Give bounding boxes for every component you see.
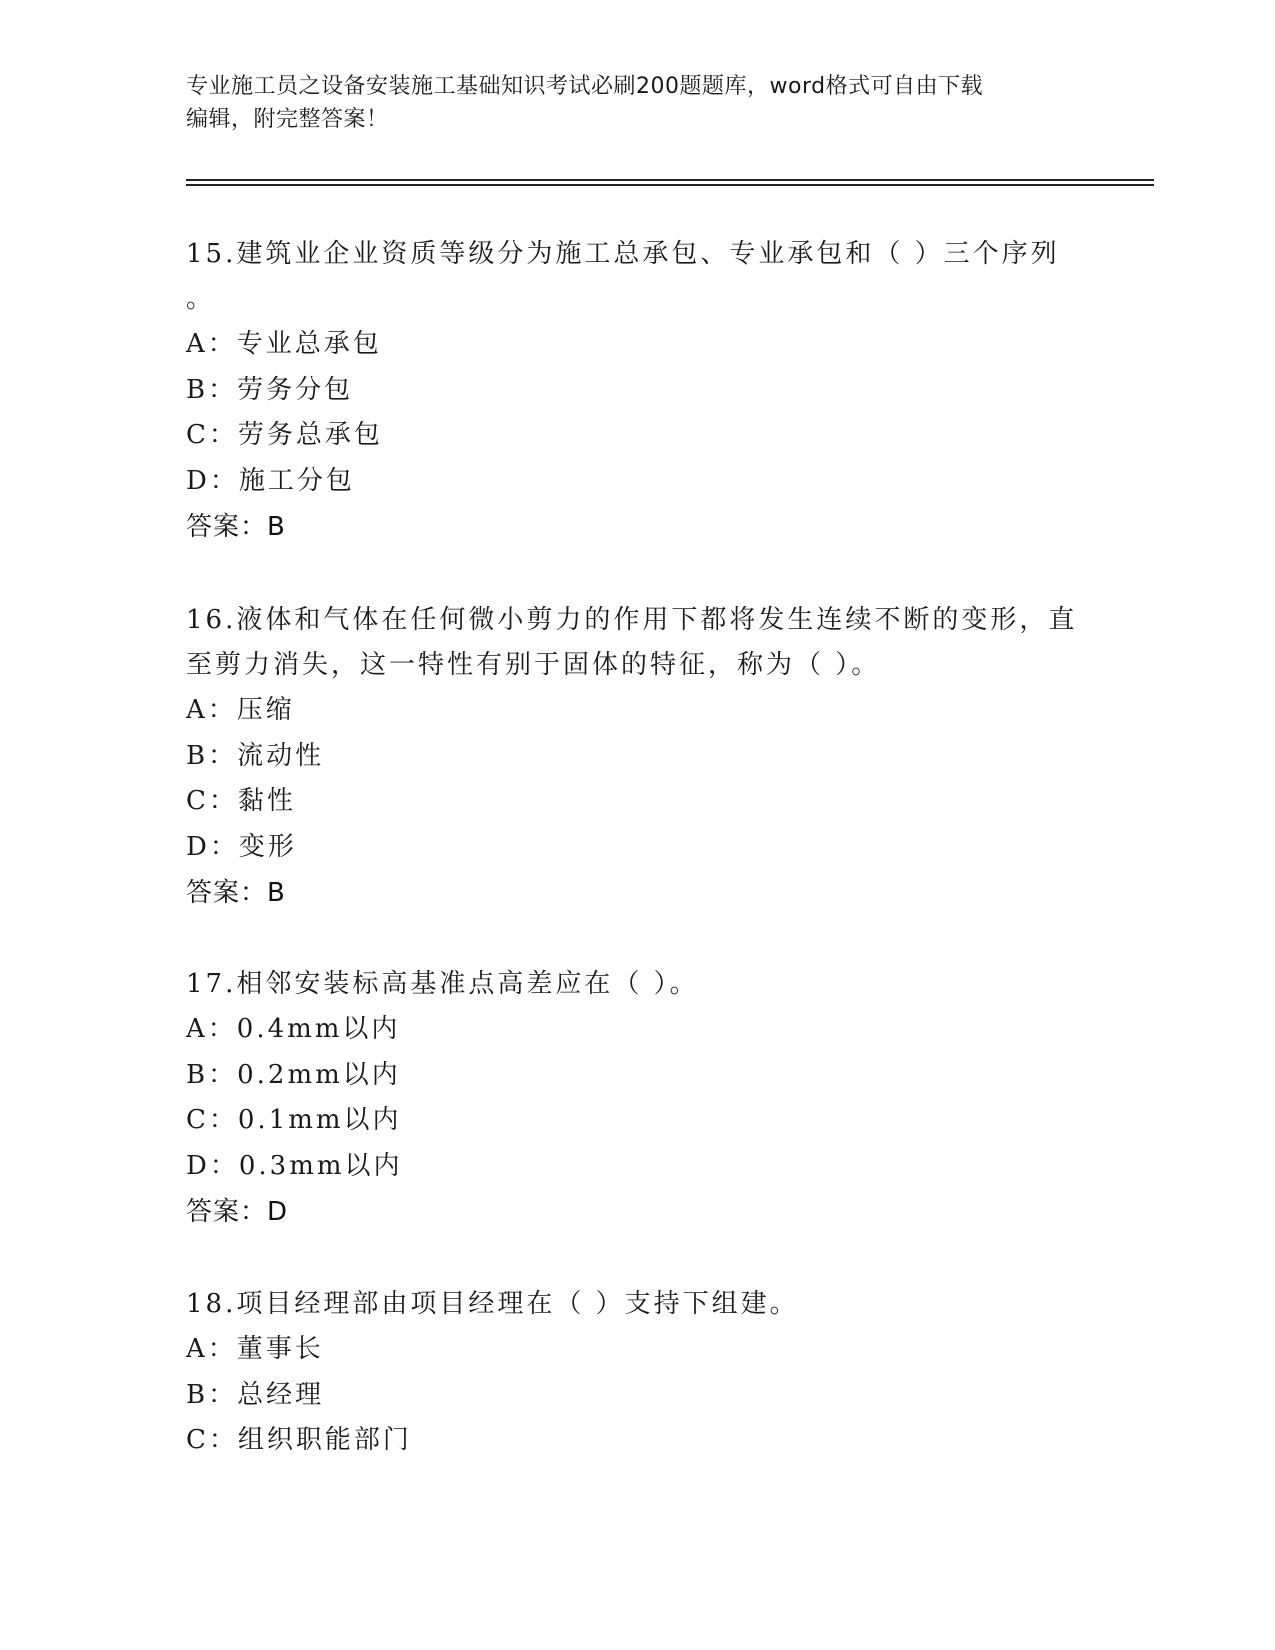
document-header [186,70,1086,136]
question-stem-line-1: 18.项目经理部由项目经理在（ ）支持下组建。 [186,1289,799,1319]
option-b: B：总经理 [186,1379,325,1410]
option-list [186,1007,1086,1189]
option-a: A：董事长 [186,1334,324,1364]
option-list [186,1327,1086,1464]
option-c: C：0.1mm以内 [186,1105,402,1135]
header-rule-bottom [186,184,1154,186]
question-17 [186,962,1086,1235]
option-a: A：0.4mm以内 [186,1014,401,1044]
question-stem-line-2: 至剪力消失，这一特性有别于固体的特征，称为（ ）。 [186,650,881,680]
option-b: B：流动性 [186,740,325,771]
option-list [186,688,1086,870]
option-c: C：黏性 [186,786,296,816]
option-list [186,322,1086,504]
option-a: A：压缩 [186,695,295,725]
option-c: C：劳务总承包 [186,420,383,450]
question-15 [186,232,1086,550]
header-title-line-2: 编辑，附完整答案！ [186,107,389,132]
option-a: A：专业总承包 [186,329,382,359]
answer-line: 答案：B [186,878,286,908]
header-title-line-1: 专业施工员之设备安装施工基础知识考试必刷200题题库，word格式可自由下载 [186,74,984,99]
option-b: B：劳务分包 [186,374,354,405]
answer-line: 答案：B [186,512,286,542]
question-stem-line-2: 。 [186,284,216,314]
header-rule-top [186,179,1154,181]
option-d: D：0.3mm以内 [186,1150,403,1181]
question-16 [186,598,1086,916]
answer-line: 答案：D [186,1197,289,1227]
question-stem-line-1: 16.液体和气体在任何微小剪力的作用下都将发生连续不断的变形，直 [186,605,1078,635]
option-d: D：变形 [186,831,297,862]
question-stem-line-1: 15.建筑业企业资质等级分为施工总承包、专业承包和（ ）三个序列 [186,239,1060,269]
option-b: B：0.2mm以内 [186,1059,401,1090]
question-stem-line-1: 17.相邻安装标高基准点高差应在（ ）。 [186,969,699,999]
option-d: D：施工分包 [186,465,355,496]
question-18 [186,1282,1086,1464]
option-c: C：组织职能部门 [186,1425,412,1455]
